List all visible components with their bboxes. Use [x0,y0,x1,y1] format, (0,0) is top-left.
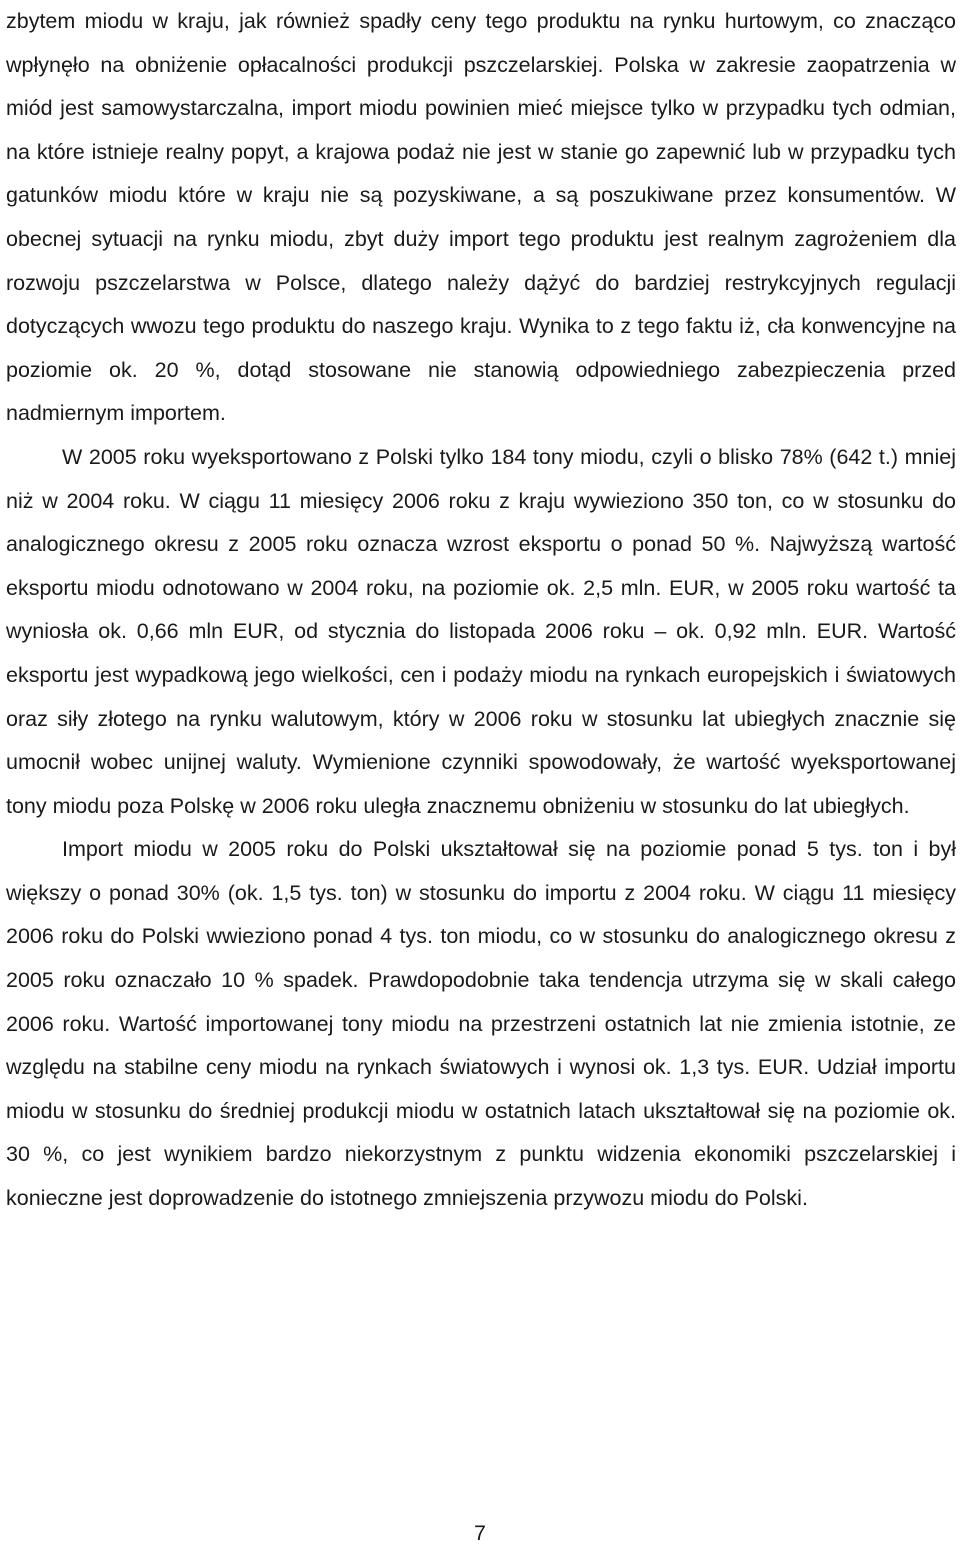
paragraph-honey-market: zbytem miodu w kraju, jak również spadły ceny tego produktu na rynku hurtowym, co znacząco wpłynęło na obniżenie opłacalności produkcji pszczelarskiej. Polska w zakresie zaopatrzenia w miód jest samowystarczalna, import miodu powinien mieć miejsce tylko w przypadku tych odmian, na które istnieje realny popyt, a krajowa podaż nie jest w stanie go zapewnić lub w przypadku tych gatunków miodu które w kraju nie są pozyskiwane, a są poszukiwane przez konsumentów. W obecnej sytuacji na rynku miodu, zbyt duży import tego produktu jest realnym zagrożeniem dla rozwoju pszczelarstwa w Polsce, dlatego należy dążyć do bardziej restrykcyjnych regulacji dotyczących wwozu tego produktu do naszego kraju. Wynika to z tego faktu iż, cła konwencyjne na poziomie ok. 20 %, dotąd stosowane nie stanowią odpowiedniego zabezpieczenia przed nadmiernym importem. [6,9,956,426]
page-number: 7 [474,1521,486,1545]
document-body [6,0,956,1221]
paragraph-honey-import: Import miodu w 2005 roku do Polski ukształtował się na poziomie ponad 5 tys. ton i był większy o ponad 30% (ok. 1,5 tys. ton) w stosunku do importu z 2004 roku. W ciągu 11 miesięcy 2006 roku do Polski wwieziono ponad 4 tys. ton miodu, co w stosunku do analogicznego okresu z 2005 roku oznaczało 10 % spadek. Prawdopodobnie taka tendencja utrzyma się w skali całego 2006 roku. Wartość importowanej tony miodu na przestrzeni ostatnich lat nie zmienia istotnie, ze względu na stabilne ceny miodu na rynkach światowych i wynosi ok. 1,3 tys. EUR. Udział importu miodu w stosunku do średniej produkcji miodu w ostatnich latach ukształtował się na poziomie ok. 30 %, co jest wynikiem bardzo niekorzystnym z punktu widzenia ekonomiki pszczelarskiej i konieczne jest doprowadzenie do istotnego zmniejszenia przywozu miodu do Polski. [6,837,956,1211]
paragraph-honey-export: W 2005 roku wyeksportowano z Polski tylko 184 tony miodu, czyli o blisko 78% (642 t.) mniej niż w 2004 roku. W ciągu 11 miesięcy 2006 roku z kraju wywieziono 350 ton, co w stosunku do analogicznego okresu z 2005 roku oznacza wzrost eksportu o ponad 50 %. Najwyższą wartość eksportu miodu odnotowano w 2004 roku, na poziomie ok. 2,5 mln. EUR, w 2005 roku wartość ta wyniosła ok. 0,66 mln EUR, od stycznia do listopada 2006 roku – ok. 0,92 mln. EUR. Wartość eksportu jest wypadkową jego wielkości, cen i podaży miodu na rynkach europejskich i światowych oraz siły złotego na rynku walutowym, który w 2006 roku w stosunku lat ubiegłych znacznie się umocnił wobec unijnej waluty. Wymienione czynniki spowodowały, że wartość wyeksportowanej tony miodu poza Polskę w 2006 roku uległa znacznemu obniżeniu w stosunku do lat ubiegłych. [6,444,956,818]
